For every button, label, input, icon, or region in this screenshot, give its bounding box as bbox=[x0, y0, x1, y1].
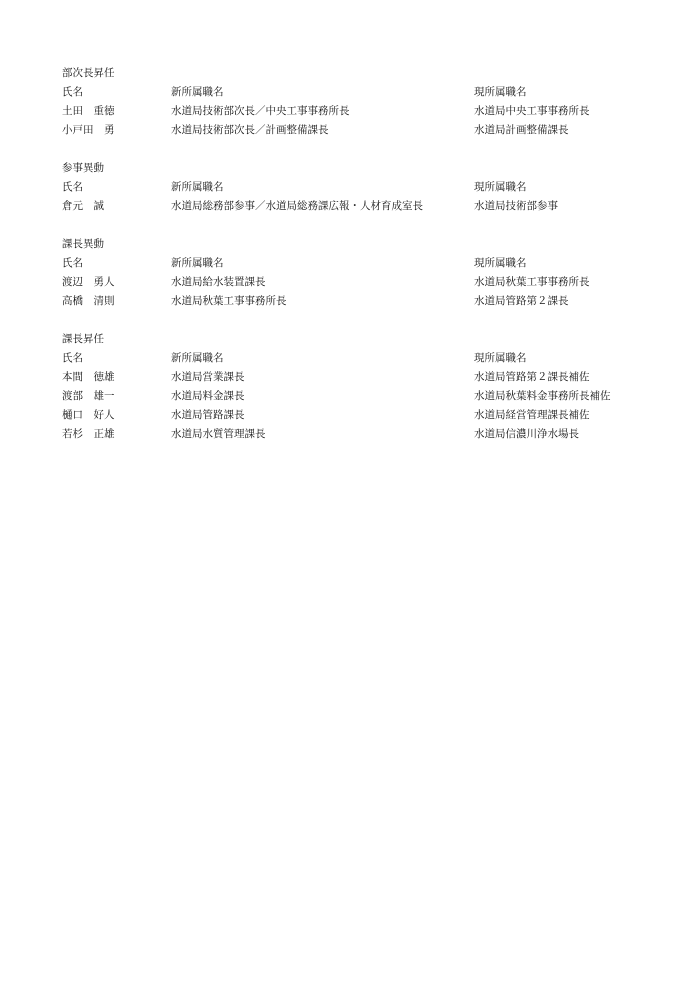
person-name: 土田 重徳 bbox=[62, 105, 115, 117]
current-position: 水道局技術部参事 bbox=[474, 200, 558, 212]
current-position: 水道局信濃川浄水場長 bbox=[474, 428, 579, 440]
section-section-chief-transfer bbox=[62, 235, 662, 311]
new-position: 水道局秋葉工事事務所長 bbox=[171, 295, 287, 307]
header-current-position: 現所属職名 bbox=[474, 257, 527, 269]
header-name: 氏名 bbox=[62, 352, 83, 364]
table-row bbox=[62, 425, 662, 444]
section-councilor-transfer bbox=[62, 159, 662, 216]
new-position: 水道局給水装置課長 bbox=[171, 276, 266, 288]
header-name: 氏名 bbox=[62, 181, 83, 193]
header-name: 氏名 bbox=[62, 86, 83, 98]
section-section-chief-promotion bbox=[62, 330, 662, 444]
new-position: 水道局料金課長 bbox=[171, 390, 245, 402]
person-name: 高橋 清則 bbox=[62, 295, 115, 307]
section-title: 課長昇任 bbox=[62, 333, 104, 345]
header-row bbox=[62, 83, 662, 102]
header-new-position: 新所属職名 bbox=[171, 86, 224, 98]
new-position: 水道局総務部参事／水道局総務課広報・人材育成室長 bbox=[171, 200, 423, 212]
table-row bbox=[62, 197, 662, 216]
header-row bbox=[62, 254, 662, 273]
current-position: 水道局管路第２課長補佐 bbox=[474, 371, 590, 383]
new-position: 水道局管路課長 bbox=[171, 409, 245, 421]
new-position: 水道局技術部次長／中央工事事務所長 bbox=[171, 105, 350, 117]
person-name: 渡辺 勇人 bbox=[62, 276, 115, 288]
table-row bbox=[62, 102, 662, 121]
table-row bbox=[62, 273, 662, 292]
document-body bbox=[62, 64, 662, 463]
header-new-position: 新所属職名 bbox=[171, 181, 224, 193]
new-position: 水道局技術部次長／計画整備課長 bbox=[171, 124, 329, 136]
table-row bbox=[62, 292, 662, 311]
current-position: 水道局秋葉工事事務所長 bbox=[474, 276, 590, 288]
header-current-position: 現所属職名 bbox=[474, 181, 527, 193]
section-promotion-deputy-director bbox=[62, 64, 662, 140]
new-position: 水道局水質管理課長 bbox=[171, 428, 266, 440]
header-row bbox=[62, 349, 662, 368]
section-title: 参事異動 bbox=[62, 162, 104, 174]
section-title: 部次長昇任 bbox=[62, 67, 115, 79]
person-name: 渡部 雄一 bbox=[62, 390, 115, 402]
person-name: 若杉 正雄 bbox=[62, 428, 115, 440]
section-title: 課長異動 bbox=[62, 238, 104, 250]
person-name: 倉元 誠 bbox=[62, 200, 104, 212]
current-position: 水道局経営管理課長補佐 bbox=[474, 409, 590, 421]
current-position: 水道局中央工事事務所長 bbox=[474, 105, 590, 117]
current-position: 水道局計画整備課長 bbox=[474, 124, 569, 136]
header-current-position: 現所属職名 bbox=[474, 352, 527, 364]
current-position: 水道局秋葉料金事務所長補佐 bbox=[474, 390, 611, 402]
table-row bbox=[62, 387, 662, 406]
person-name: 樋口 好人 bbox=[62, 409, 115, 421]
header-row bbox=[62, 178, 662, 197]
current-position: 水道局管路第２課長 bbox=[474, 295, 569, 307]
person-name: 本間 徳雄 bbox=[62, 371, 115, 383]
table-row bbox=[62, 406, 662, 425]
table-row bbox=[62, 368, 662, 387]
table-row bbox=[62, 121, 662, 140]
header-new-position: 新所属職名 bbox=[171, 257, 224, 269]
header-new-position: 新所属職名 bbox=[171, 352, 224, 364]
header-current-position: 現所属職名 bbox=[474, 86, 527, 98]
new-position: 水道局営業課長 bbox=[171, 371, 245, 383]
person-name: 小戸田 勇 bbox=[62, 124, 115, 136]
header-name: 氏名 bbox=[62, 257, 83, 269]
